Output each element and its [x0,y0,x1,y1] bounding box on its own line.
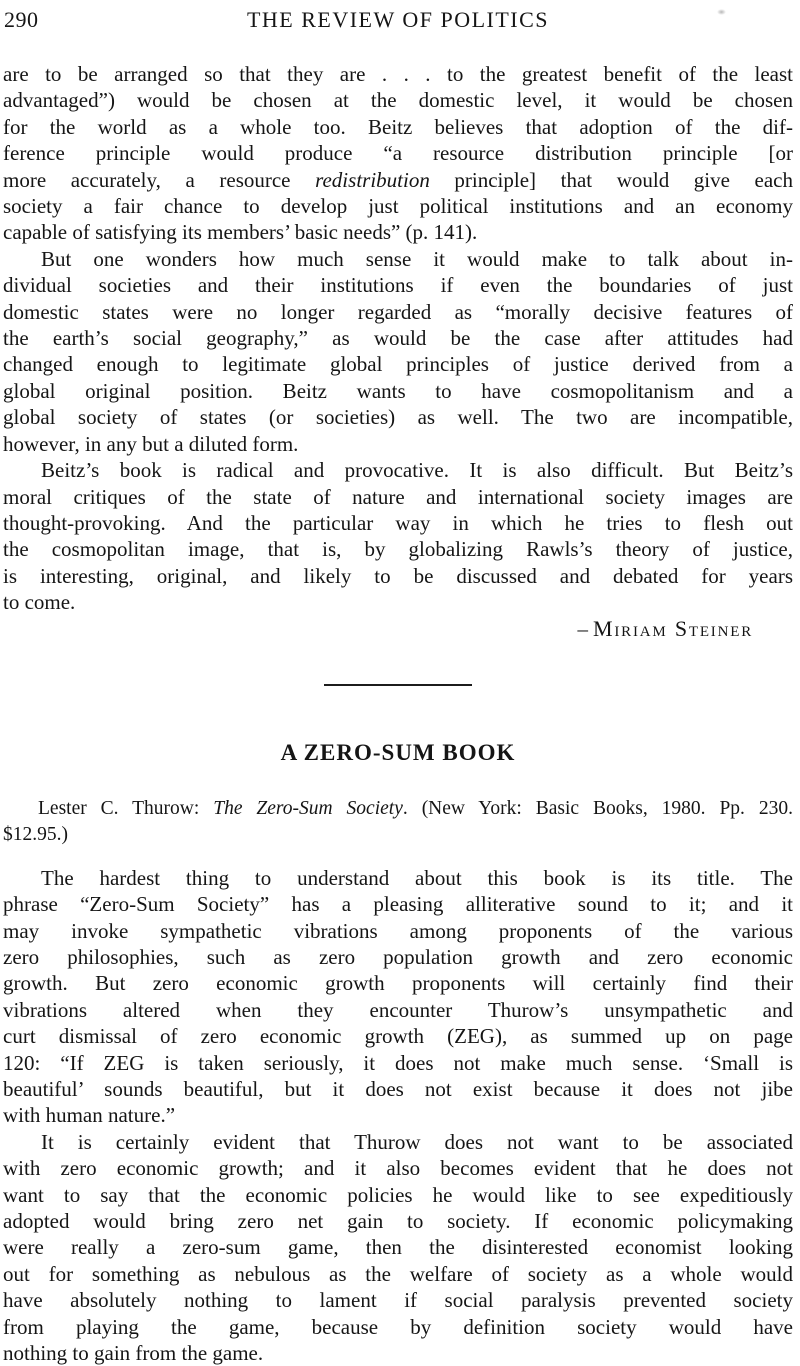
text-segment: from playing the game, because by definition society would have [3,1314,793,1339]
text-line [3,944,793,970]
text-segment: were really a zero-sum game, then the disinterested economist looking [3,1235,793,1260]
text-segment: Lester C. Thurow: [38,797,214,819]
text-line [3,431,793,457]
text-line [3,167,793,193]
text-segment: is interesting, original, and likely to be discussed and debated for years [3,563,793,588]
text-segment: nothing to gain from the game. [3,1341,264,1366]
text-segment: the cosmopolitan image, that is, by globalizing Rawls’s theory of justice, [3,537,793,562]
text-segment: dividual societies and their institutions if even the boundaries of just [3,273,793,298]
text-segment: adopted would bring zero net gain to society. If economic policymaking [3,1209,793,1234]
text-segment: for the world as a whole too. Beitz believes that adoption of the dif- [3,114,793,139]
text-segment: curt dismissal of zero economic growth (ZEG), as summed up on page [3,1024,793,1049]
text-line [3,1261,793,1287]
text-line [3,865,793,891]
text-segment: society a fair chance to develop just political institutions and an economy [3,194,793,219]
text-segment: have absolutely nothing to lament if social paralysis prevented society [3,1288,793,1313]
text-segment: capable of satisfying its members’ basic needs” (p. 141). [3,220,478,245]
text-line [3,1287,793,1313]
text-line [3,1102,793,1128]
text-segment: may invoke sympathetic vibrations among proponents of the various [3,918,793,943]
text-segment: to come. [3,590,76,615]
running-head [3,6,793,33]
italic-text: The Zero-Sum Society [213,797,403,819]
text-line [3,272,793,298]
text-segment: global society of states (or societies) as well. The two are incompatible, [3,405,793,430]
paragraph [3,457,793,615]
text-segment: . (New York: Basic Books, 1980. Pp. 230. [402,797,793,819]
text-line [3,1050,793,1076]
text-segment: advantaged”) would be chosen at the domestic level, it would be chosen [3,88,793,113]
text-line [3,378,793,404]
text-segment: principle] that would give each [429,167,793,192]
text-line [3,1155,793,1181]
text-segment: zero philosophies, such as zero population growth and zero economic [3,944,793,969]
text-segment: however, in any but a diluted form. [3,431,299,456]
text-line [3,140,793,166]
text-line [3,1182,793,1208]
text-line [3,404,793,430]
text-line [3,822,793,848]
reviewer-signature [3,616,793,642]
text-line [3,114,793,140]
text-line [3,796,793,822]
text-line [3,299,793,325]
text-segment: thought-provoking. And the particular way in which he tries to flesh out [3,510,793,535]
text-line [3,457,793,483]
text-segment: more accurately, a resource [3,167,316,192]
text-segment: with human nature.” [3,1103,176,1128]
text-segment: global original position. Beitz wants to have cosmopolitanism and a [3,378,793,403]
text-line [3,589,793,615]
text-line [3,351,793,377]
text-segment: 120: “If ZEG is taken seriously, it does not make much sense. ‘Small is [3,1050,793,1075]
text-segment: with zero economic growth; and it also becomes evident that he does not [3,1156,793,1181]
review2-paragraphs [3,865,793,1366]
text-line [3,1208,793,1234]
page-number: 290 [4,7,39,32]
text-segment: moral critiques of the state of nature and international society images are [3,484,793,509]
text-segment: The hardest thing to understand about this book is its title. The [41,865,793,890]
text-line [3,193,793,219]
text-segment: out for something as nebulous as the welfare of society as a whole would [3,1261,793,1286]
text-segment: It is certainly evident that Thurow does not want to be associated [41,1129,793,1154]
text-line [3,997,793,1023]
paragraph [3,1129,793,1366]
text-line [3,219,793,245]
text-line [3,1314,793,1340]
text-line [3,87,793,113]
text-line [3,970,793,996]
paragraph [3,246,793,457]
text-line [3,536,793,562]
paragraph [3,61,793,246]
text-segment: are to be arranged so that they are . . . to the greatest benefit of the least [3,62,793,86]
text-line [3,918,793,944]
text-segment: $12.95.) [3,824,68,846]
text-segment: phrase “Zero-Sum Society” has a pleasing alliterative sound to it; and it [3,892,793,917]
paragraph [3,865,793,1129]
text-line [3,510,793,536]
review1-paragraphs [3,61,793,616]
review-zero-sum-book [3,740,793,1366]
text-line [3,1234,793,1260]
text-line [3,1340,793,1366]
text-line [3,1129,793,1155]
text-segment: ference principle would produce “a resource distribution principle [or [3,141,793,166]
text-segment: Beitz’s book is radical and provocative. It is also difficult. But Beitz’s [41,458,793,483]
signature-dash: – [577,616,589,641]
text-line [3,891,793,917]
text-segment: vibrations altered when they encounter Thurow’s unsympathetic and [3,997,793,1022]
text-line [3,563,793,589]
scan-artifact [717,9,726,15]
text-line [3,325,793,351]
text-segment: domestic states were no longer regarded as “morally decisive features of [3,299,793,324]
italic-text: redistribution [315,167,430,192]
section-divider [324,684,472,686]
text-line [3,61,793,87]
text-segment: the earth’s social geography,” as would be the case after attitudes had [3,326,793,351]
text-segment: beautiful’ sounds beautiful, but it does not exist because it does not jibe [3,1077,793,1101]
review-title: A ZERO-SUM BOOK [280,739,516,765]
reviewer-name: Miriam Steiner [593,615,753,641]
journal-title: THE REVIEW OF POLITICS [246,7,550,32]
text-segment: want to say that the economic policies he would like to see expeditiously [3,1182,793,1207]
text-line [3,484,793,510]
review-beitz-ending [3,61,793,642]
text-segment: But one wonders how much sense it would make to talk about in- [41,246,793,271]
text-line [3,1076,793,1102]
text-segment: changed enough to legitimate global principles of justice derived from a [3,352,793,377]
book-citation [3,796,793,849]
text-line [3,246,793,272]
text-line [3,1023,793,1049]
text-segment: growth. But zero economic growth proponents will certainly find their [3,971,793,996]
